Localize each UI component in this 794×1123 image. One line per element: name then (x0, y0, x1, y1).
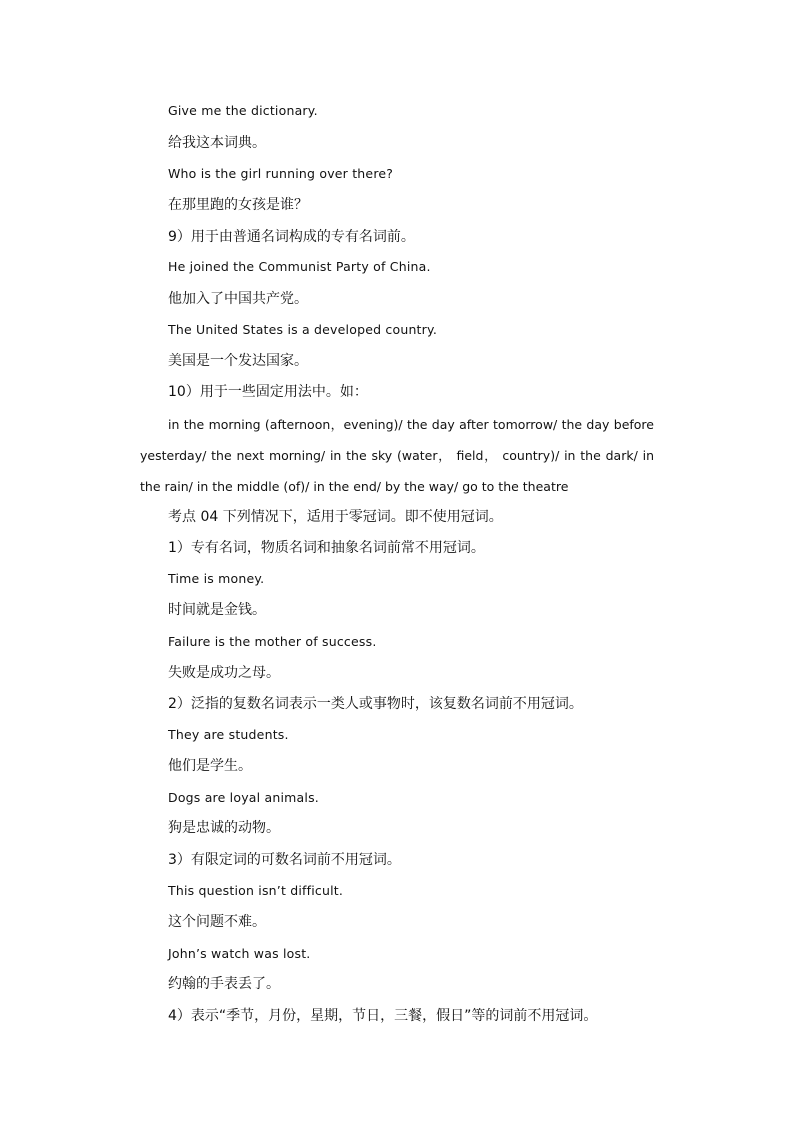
rule-heading: 10）用于一些固定用法中。如： (168, 384, 368, 400)
example-translation: 在那里跑的女孩是谁？ (168, 197, 308, 213)
fixed-phrases-line: in the morning (afternoon，evening)/ the day after tomorrow/ the day before (168, 417, 654, 432)
example-translation: 给我这本词典。 (168, 135, 266, 151)
example-sentence: This question isn’t difficult. (168, 883, 344, 898)
example-translation: 约翰的手表丢了。 (168, 976, 280, 992)
fixed-phrases-line: the rain/ in the middle (of)/ in the end/ by the way/ go to the theatre (140, 479, 569, 494)
example-sentence: Who is the girl running over there? (168, 166, 394, 181)
rule-heading: 3）有限定词的可数名词前不用冠词。 (168, 852, 401, 868)
rule-heading: 9）用于由普通名词构成的专有名词前。 (168, 229, 415, 245)
rule-heading: 1）专有名词，物质名词和抽象名词前常不用冠词。 (168, 540, 485, 556)
rule-heading: 4）表示“季节，月份，星期，节日，三餐，假日”等的词前不用冠词。 (168, 1008, 598, 1024)
example-sentence: Time is money. (168, 571, 265, 586)
example-translation: 失败是成功之母。 (168, 665, 280, 681)
example-translation: 这个问题不难。 (168, 914, 266, 930)
example-translation: 美国是一个发达国家。 (168, 353, 308, 369)
section-heading: 考点 04 下列情况下，适用于零冠词。即不使用冠词。 (168, 509, 503, 525)
example-translation: 他们是学生。 (168, 758, 252, 774)
example-sentence: Failure is the mother of success. (168, 634, 377, 649)
example-translation: 时间就是金钱。 (168, 602, 266, 618)
example-sentence: He joined the Communist Party of China. (168, 259, 431, 274)
example-sentence: John’s watch was lost. (168, 946, 311, 961)
rule-heading: 2）泛指的复数名词表示一类人或事物时，该复数名词前不用冠词。 (168, 696, 583, 712)
example-sentence: Dogs are loyal animals. (168, 790, 319, 805)
example-translation: 狗是忠诚的动物。 (168, 820, 280, 836)
example-translation: 他加入了中国共产党。 (168, 291, 308, 307)
example-sentence: Give me the dictionary. (168, 103, 318, 118)
fixed-phrases-line: yesterday/ the next morning/ in the sky (water， field， country)/ in the dark/ in (140, 448, 654, 463)
example-sentence: The United States is a developed country. (168, 322, 437, 337)
example-sentence: They are students. (168, 727, 289, 742)
